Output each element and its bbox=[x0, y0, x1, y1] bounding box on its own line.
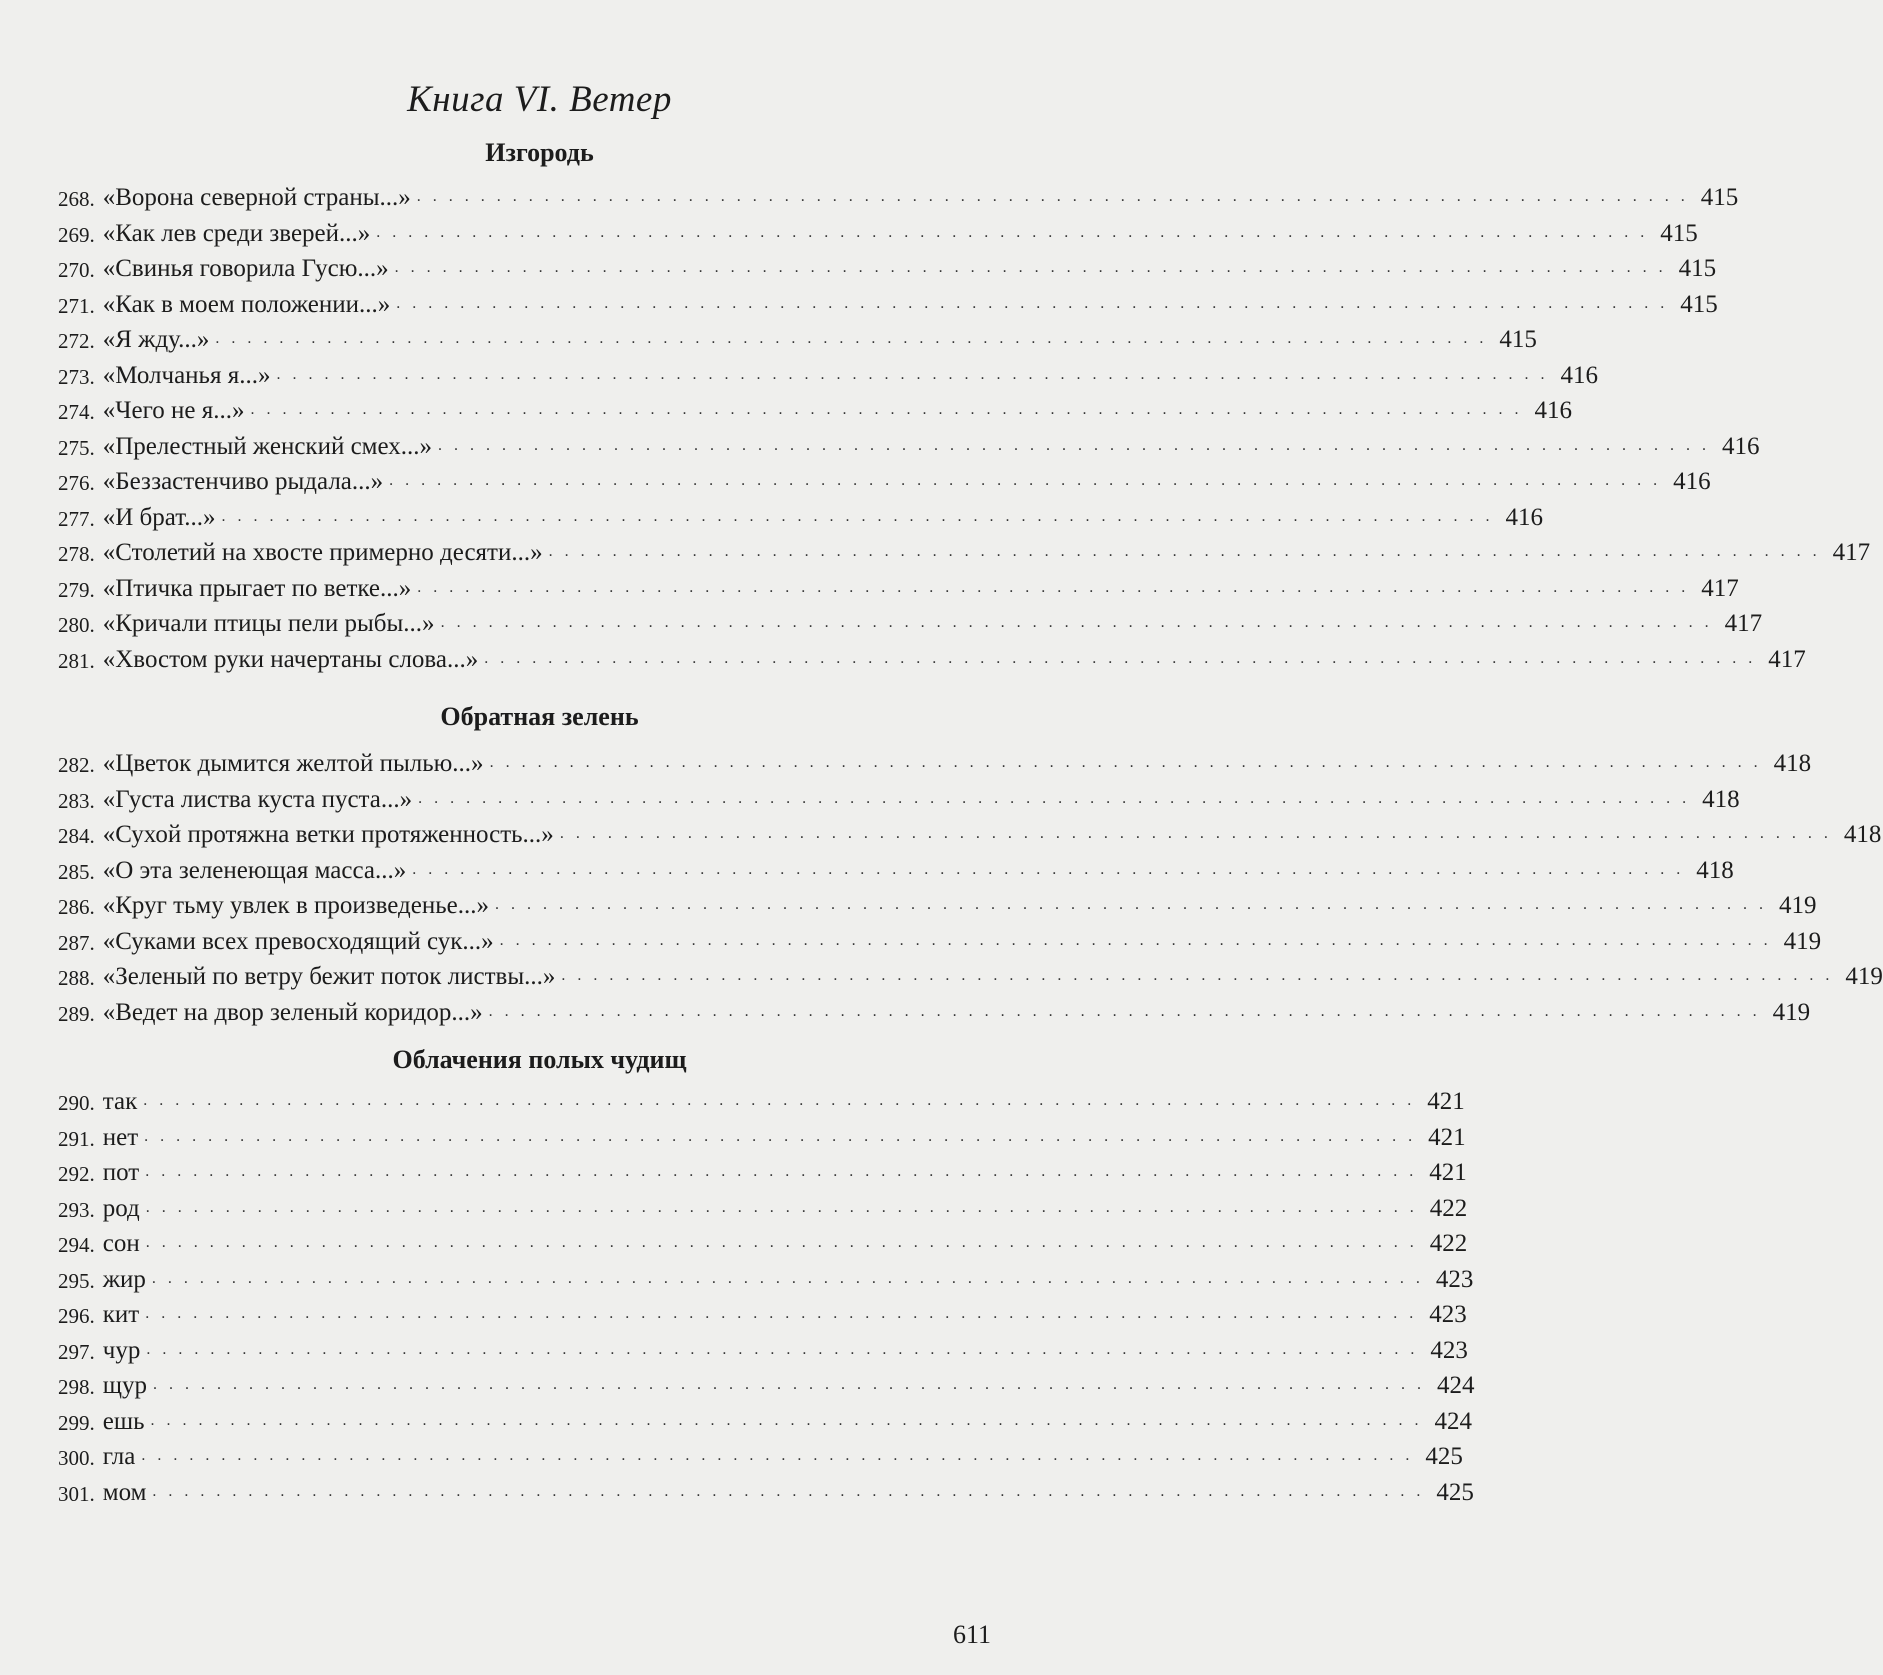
dot-leader: ................................................................................ bbox=[215, 330, 1496, 347]
entry-title: кит bbox=[102, 1301, 140, 1328]
page-number: 611 bbox=[952, 1620, 991, 1649]
toc-entry bbox=[58, 318, 1537, 354]
entry-number: 287. bbox=[58, 930, 95, 955]
dot-leader: ................................................................................ bbox=[276, 365, 1557, 383]
toc-entry bbox=[58, 1187, 1468, 1223]
entry-title: «Чего не я...» bbox=[102, 397, 245, 424]
toc-entry bbox=[58, 955, 1883, 991]
toc-entry bbox=[58, 778, 1740, 814]
dot-leader: ................................................................................ bbox=[499, 931, 1780, 949]
toc-entry bbox=[58, 247, 1717, 283]
entry-page-number: 415 bbox=[1680, 290, 1718, 318]
entry-number: 285. bbox=[58, 859, 95, 884]
entry-number: 273. bbox=[58, 364, 95, 389]
entry-number: 294. bbox=[58, 1233, 95, 1257]
entry-page-number: 421 bbox=[1428, 1123, 1466, 1151]
dot-leader: ................................................................................ bbox=[389, 472, 1670, 489]
dot-leader: ................................................................................ bbox=[495, 896, 1775, 913]
entry-page-number: 422 bbox=[1429, 1194, 1468, 1222]
toc-entry bbox=[58, 1329, 1468, 1365]
toc-entry bbox=[58, 176, 1739, 212]
entry-number: 298. bbox=[58, 1375, 95, 1399]
entry-number: 290. bbox=[58, 1091, 95, 1115]
section-heading: Облачения полых чудищ bbox=[392, 1045, 687, 1074]
entry-title: мом bbox=[102, 1478, 147, 1506]
toc-entry bbox=[58, 567, 1739, 603]
dot-leader: ................................................................................ bbox=[150, 1411, 1431, 1429]
entry-title: «Хвостом руки начертаны слова...» bbox=[102, 645, 479, 673]
entry-page-number: 418 bbox=[1696, 856, 1734, 884]
entry-title: «Как в моем положении...» bbox=[102, 290, 391, 318]
entry-title: «Столетий на хвосте примерно десяти...» bbox=[102, 539, 543, 566]
entry-page-number: 419 bbox=[1772, 998, 1811, 1026]
entry-page-number: 415 bbox=[1660, 219, 1698, 247]
entry-number: 271. bbox=[58, 293, 95, 318]
dot-leader: ................................................................................ bbox=[144, 1127, 1425, 1145]
entry-number: 276. bbox=[58, 471, 95, 495]
entry-title: «Птичка прыгает по ветке...» bbox=[102, 574, 412, 602]
toc-entry bbox=[58, 1435, 1463, 1471]
entry-title: «Прелестный женский смех...» bbox=[102, 432, 433, 460]
dot-leader: ................................................................................ bbox=[559, 825, 1840, 842]
entry-number: 282. bbox=[58, 753, 95, 777]
entry-number: 274. bbox=[58, 400, 95, 424]
section-heading: Обратная зелень bbox=[440, 702, 639, 731]
entry-number: 283. bbox=[58, 788, 95, 813]
dot-leader: ................................................................................ bbox=[153, 1376, 1434, 1393]
entry-number: 275. bbox=[58, 435, 95, 460]
section-heading: Изгородь bbox=[485, 138, 594, 167]
toc-entry bbox=[58, 1116, 1466, 1152]
dot-leader: ................................................................................ bbox=[440, 614, 1721, 631]
entry-title: «Зеленый по ветру бежит поток листвы...» bbox=[102, 963, 556, 990]
toc-entry bbox=[58, 212, 1698, 248]
dot-leader: ................................................................................ bbox=[221, 507, 1502, 525]
entry-page-number: 424 bbox=[1434, 1407, 1472, 1435]
entry-page-number: 415 bbox=[1499, 326, 1537, 353]
entry-title: «Ворона северной страны...» bbox=[102, 184, 411, 211]
entry-page-number: 424 bbox=[1437, 1372, 1475, 1399]
entry-number: 299. bbox=[58, 1410, 95, 1435]
entry-title: род bbox=[102, 1194, 140, 1222]
dot-leader: ................................................................................ bbox=[146, 1340, 1427, 1358]
entry-number: 281. bbox=[58, 648, 95, 673]
entry-number: 270. bbox=[58, 258, 95, 282]
dot-leader: ................................................................................ bbox=[438, 436, 1719, 454]
entry-page-number: 416 bbox=[1673, 468, 1711, 495]
toc-entry bbox=[58, 1471, 1474, 1507]
entry-page-number: 421 bbox=[1427, 1088, 1465, 1115]
entry-title: так bbox=[102, 1088, 138, 1115]
dot-leader: ................................................................................ bbox=[561, 967, 1842, 984]
dot-leader: ................................................................................ bbox=[152, 1482, 1433, 1500]
dot-leader: ................................................................................ bbox=[484, 649, 1765, 667]
entry-title: «Густа листва куста пуста...» bbox=[102, 785, 413, 813]
entry-title: чур bbox=[102, 1336, 141, 1364]
dot-leader: ................................................................................ bbox=[151, 1269, 1432, 1287]
entry-number: 289. bbox=[58, 1001, 95, 1026]
dot-leader: ................................................................................ bbox=[145, 1198, 1426, 1216]
toc-entry bbox=[58, 354, 1598, 390]
dot-leader: ................................................................................ bbox=[145, 1305, 1426, 1322]
entry-title: «Как лев среди зверей...» bbox=[102, 219, 371, 247]
entry-number: 300. bbox=[58, 1446, 95, 1470]
entry-title: «И брат...» bbox=[102, 503, 216, 531]
entry-title: «Цветок дымится желтой пылью...» bbox=[102, 750, 484, 777]
dot-leader: ................................................................................ bbox=[394, 259, 1675, 276]
entry-title: «Я жду...» bbox=[102, 326, 210, 353]
entry-title: сон bbox=[102, 1230, 140, 1257]
toc-entry bbox=[58, 1400, 1472, 1436]
toc-entry bbox=[58, 1151, 1467, 1187]
toc-entry bbox=[58, 531, 1871, 567]
toc-entry bbox=[58, 849, 1734, 885]
entry-title: «Свинья говорила Гусю...» bbox=[102, 255, 389, 282]
entry-title: гла bbox=[102, 1443, 136, 1470]
entry-page-number: 423 bbox=[1435, 1265, 1474, 1293]
dot-leader: ................................................................................ bbox=[396, 294, 1677, 312]
toc-entry bbox=[58, 991, 1811, 1027]
entry-page-number: 417 bbox=[1724, 610, 1763, 637]
entry-title: «Беззастенчиво рыдала...» bbox=[102, 468, 384, 495]
entry-page-number: 416 bbox=[1505, 503, 1544, 531]
entry-page-number: 423 bbox=[1430, 1336, 1468, 1364]
entry-number: 288. bbox=[58, 966, 95, 990]
entry-title: «Круг тьму увлек в произведенье...» bbox=[102, 892, 489, 919]
entry-number: 301. bbox=[58, 1481, 95, 1506]
toc-entry bbox=[58, 1080, 1465, 1116]
entry-page-number: 417 bbox=[1768, 645, 1806, 673]
entry-number: 268. bbox=[58, 187, 95, 211]
book-title: Книга VI. Ветер bbox=[407, 79, 672, 120]
entry-page-number: 423 bbox=[1429, 1301, 1467, 1328]
entry-number: 291. bbox=[58, 1126, 95, 1151]
entry-page-number: 415 bbox=[1678, 255, 1717, 282]
dot-leader: ................................................................................ bbox=[250, 401, 1531, 418]
entry-page-number: 416 bbox=[1534, 397, 1572, 424]
dot-leader: ................................................................................ bbox=[416, 188, 1697, 205]
toc-entry bbox=[58, 389, 1572, 425]
entry-page-number: 418 bbox=[1843, 821, 1882, 848]
entry-page-number: 418 bbox=[1773, 750, 1812, 777]
entry-page-number: 415 bbox=[1700, 184, 1739, 211]
entry-title: пот bbox=[102, 1159, 140, 1186]
entry-number: 295. bbox=[58, 1268, 95, 1293]
dot-leader: ................................................................................ bbox=[417, 578, 1698, 596]
toc-entry bbox=[58, 638, 1806, 674]
dot-leader: ................................................................................ bbox=[488, 1002, 1769, 1020]
entry-number: 284. bbox=[58, 824, 95, 848]
entry-number: 278. bbox=[58, 542, 95, 566]
entry-title: ешь bbox=[102, 1407, 145, 1435]
entry-number: 272. bbox=[58, 329, 95, 353]
entry-title: «Кричали птицы пели рыбы...» bbox=[102, 610, 435, 637]
entry-page-number: 418 bbox=[1702, 785, 1740, 813]
dot-leader: ................................................................................ bbox=[548, 543, 1829, 560]
entry-title: нет bbox=[102, 1123, 139, 1151]
entry-title: «О эта зеленеющая масса...» bbox=[102, 856, 407, 884]
entry-page-number: 422 bbox=[1429, 1230, 1468, 1257]
toc-entry bbox=[58, 460, 1711, 496]
toc-entry bbox=[58, 884, 1817, 920]
toc-entry bbox=[58, 283, 1718, 319]
dot-leader: ................................................................................ bbox=[143, 1092, 1424, 1109]
entry-title: щур bbox=[102, 1372, 148, 1399]
dot-leader: ................................................................................ bbox=[418, 789, 1699, 807]
entry-page-number: 417 bbox=[1832, 539, 1871, 566]
entry-page-number: 419 bbox=[1783, 927, 1822, 955]
toc-entry bbox=[58, 602, 1763, 638]
entry-number: 279. bbox=[58, 577, 95, 602]
toc-entry bbox=[58, 813, 1882, 849]
dot-leader: ................................................................................ bbox=[412, 860, 1693, 878]
toc-entry bbox=[58, 496, 1544, 532]
entry-number: 292. bbox=[58, 1162, 95, 1186]
entry-page-number: 419 bbox=[1779, 892, 1817, 919]
entry-page-number: 417 bbox=[1701, 574, 1739, 602]
entry-title: «Сухой протяжна ветки протяженность...» bbox=[102, 821, 554, 848]
toc-entry bbox=[58, 1364, 1475, 1400]
dot-leader: ................................................................................ bbox=[141, 1447, 1422, 1464]
entry-number: 286. bbox=[58, 895, 95, 919]
entry-title: жир bbox=[102, 1265, 146, 1293]
entry-page-number: 425 bbox=[1425, 1443, 1463, 1470]
entry-number: 296. bbox=[58, 1304, 95, 1328]
toc-entry bbox=[58, 1222, 1468, 1258]
entry-page-number: 419 bbox=[1845, 963, 1883, 990]
dot-leader: ................................................................................ bbox=[376, 223, 1657, 241]
entry-page-number: 421 bbox=[1429, 1159, 1467, 1186]
dot-leader: ................................................................................ bbox=[489, 754, 1770, 771]
toc-entry bbox=[58, 742, 1812, 778]
toc-entry bbox=[58, 1293, 1467, 1329]
dot-leader: ................................................................................ bbox=[145, 1234, 1426, 1251]
dot-leader: ................................................................................ bbox=[145, 1163, 1426, 1180]
entry-number: 293. bbox=[58, 1197, 95, 1222]
entry-title: «Ведет на двор зеленый коридор...» bbox=[102, 998, 483, 1026]
entry-number: 269. bbox=[58, 222, 95, 247]
toc-entry bbox=[58, 1258, 1474, 1294]
entry-number: 280. bbox=[58, 613, 95, 637]
toc-entry bbox=[58, 425, 1760, 461]
toc-entry bbox=[58, 920, 1822, 956]
entry-page-number: 425 bbox=[1436, 1478, 1474, 1506]
entry-title: «Суками всех превосходящий сук...» bbox=[102, 927, 494, 955]
entry-title: «Молчанья я...» bbox=[102, 361, 271, 389]
entry-number: 277. bbox=[58, 506, 95, 531]
entry-page-number: 416 bbox=[1560, 361, 1598, 389]
entry-page-number: 416 bbox=[1722, 432, 1760, 460]
entry-number: 297. bbox=[58, 1339, 95, 1364]
